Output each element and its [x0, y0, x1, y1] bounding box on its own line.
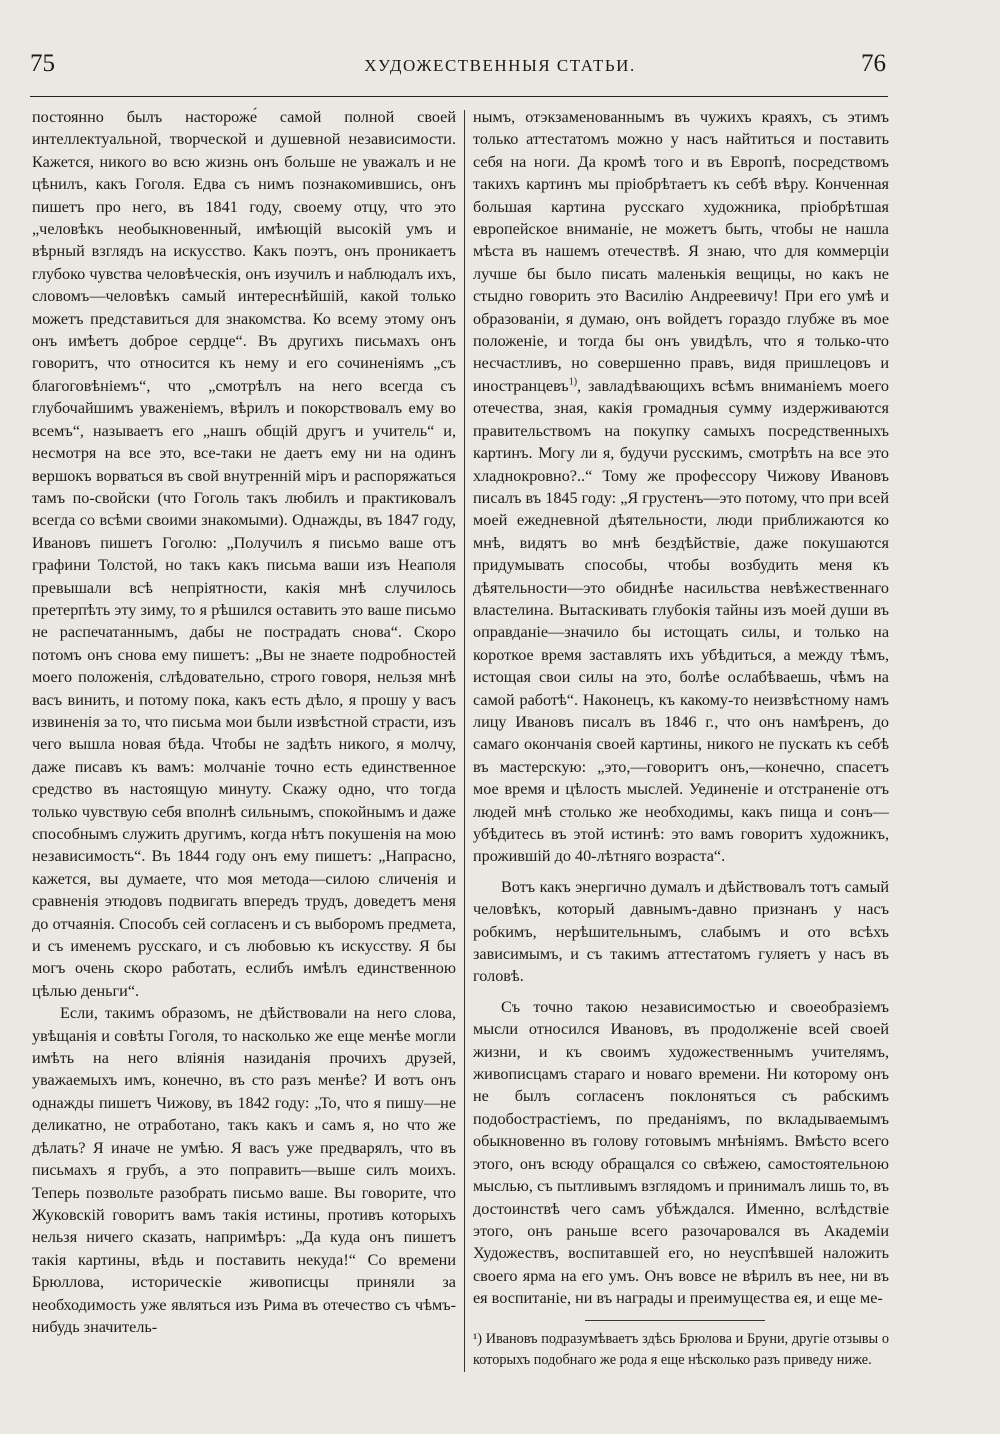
column-divider — [464, 110, 465, 1372]
left-column — [32, 106, 456, 1338]
footnote-rule — [585, 1320, 765, 1321]
footnote-marker: 1) — [568, 376, 578, 388]
running-title: ХУДОЖЕСТВЕННЫЯ СТАТЬИ. — [364, 56, 636, 75]
page-header — [0, 50, 1000, 86]
paragraph-part: нымъ, отэкзаменованнымъ въ чужихъ краяхъ, съ этимъ только аттестатомъ можно у насъ найтиться и поставить себя на ноги. Да кромѣ того и въ Европѣ, посредствомъ такихъ картинъ мы пріобрѣтаетъ къ себѣ вѣру. Конченная большая картина русскаго художника, пріобрѣтшая европейское вниманіе, не можетъ быть, чтобы не нашла мѣста въ нашемъ отечествѣ. Я знаю, что для коммерціи лучше бы было писать маленькія вещицы, но какъ не стыдно говорить это Василію Андреевичу! При его умѣ и образованіи, я думаю, онъ войдетъ гораздо глубже въ мое положеніе, и тогда бы онъ увидѣлъ, что я только-что несчастливъ, но совершенно правъ, видя пришлецовъ и иностранцевъ — [473, 108, 889, 395]
paragraph: Вотъ какъ энергично думалъ и дѣйствовалъ тотъ самый человѣкъ, который давнымъ-давно признанъ у насъ робкимъ, нерѣшительнымъ, слабымъ и ото всѣхъ зависимымъ, и съ такимъ аттестатомъ гуляетъ у насъ въ головѣ. — [473, 877, 889, 986]
page-number-left: 75 — [30, 50, 55, 77]
paragraph — [473, 106, 889, 868]
paragraph: Съ точно такою независимостью и своеобразіемъ мысли относился Ивановъ, въ продолженіе всей своей жизни, и къ своимъ художественнымъ учителямъ, живописцамъ стараго и новаго времени. Ни которому онъ не былъ согласенъ поклоняться съ рабскимъ подобострастіемъ, по преданіямъ, по вкладываемымъ обыкновенно въ голову готовымъ мнѣніямъ. Вмѣсто всего этого, онъ всюду обращался со свѣжею, самостоятельною мыслью, съ пытливымъ взглядомъ и принималъ лишь то, въ достоинствѣ чего самъ убѣждался. Именно, вслѣдствіе этого, онъ раньше всего разочаровался въ Академіи Художествъ, воспитавшей его, но неуспѣвшей наложить своего ярма на его умъ. Онъ вовсе не вѣрилъ въ нее, ни въ ея воспитаніе, ни въ награды и преимущества ея, и еще ме- — [473, 997, 889, 1308]
footnote: ¹) Ивановъ подразумѣваетъ здѣсь Брюлова и Бруни, другіе отзывы о которыхъ подобнаго же рода я еще нѣсколько разъ приведу ниже. — [473, 1330, 889, 1368]
paragraph: постоянно былъ настороже́ самой полной своей интеллектуальной, творческой и душевной независимости. Кажется, никого во всю жизнь онъ больше не уважалъ и не цѣнилъ, какъ Гоголя. Едва съ нимъ познакомившись, онъ пишетъ про него, въ 1841 году, своему отцу, что это „человѣкъ необыкновенный, имѣющій высокій умъ и вѣрный взглядъ на искусство. Какъ поэтъ, онъ проникаетъ глубоко чувства человѣческія, онъ изучилъ и наблюдалъ ихъ, словомъ—человѣкъ самый интереснѣйшій, какой только можетъ представиться для знакомства. Ко всему этому онъ онъ имѣетъ доброе сердце“. Въ другихъ письмахъ онъ говоритъ, что относится къ нему и его сочиненіямъ „съ благоговѣніемъ“, что „смотрѣлъ на него всегда съ глубочайшимъ уваженіемъ, вѣрилъ и покорствовалъ ему во всемъ“, называетъ его „нашъ общій другъ и учитель“ и, несмотря на все это, все-таки не даетъ ему ни на одинъ вершокъ ворваться въ свой внутренній міръ и распоряжаться тамъ по-свойски (что Гоголь такъ любилъ и практиковалъ всегда со всѣми своими знакомыми). Однажды, въ 1847 году, Ивановъ пишетъ Гоголю: „Получилъ я письмо ваше отъ графини Толстой, но такъ какъ письма ваши изъ Неаполя превышали всѣ непріятности, какія мнѣ случилось претерпѣть эту зиму, то я рѣшился оставить это ваше письмо не распечатаннымъ, дабы не пострадать снова“. Скоро потомъ онъ снова ему пишетъ: „Вы не знаете подробностей моего положенія, слѣдовательно, строго говоря, нельзя мнѣ васъ винить, и потому пока, какъ есть дѣло, я прошу у васъ извиненія за то, что письма мои были извѣстной страсти, изъ чего вышла новая бѣда. Чтобы не задѣть никого, я молчу, даже писавъ къ вамъ: молчаніе точно есть единственное средство въ настоящую минуту. Скажу одно, что тогда только чувствую себя вполнѣ сильнымъ, спокойнымъ и даже способнымъ служить другимъ, когда нѣтъ покушенія на мою независимость“. Въ 1844 году онъ ему пишетъ: „Напрасно, кажется, вы думаете, что моя метода—силою сличенія и сравненія этюдовъ подвигать впередъ трудъ, доведетъ меня до отчаянія. Способъ сей согласенъ и съ выборомъ предмета, и съ именемъ русскаго, и съ любовью къ искусству. Я бы могъ очень скоро работать, еслибъ имѣлъ единственною цѣлью деньги“. — [32, 108, 456, 1000]
paragraph: Если, такимъ образомъ, не дѣйствовали на него слова, увѣщанія и совѣты Гоголя, то насколько же еще менѣе могли имѣть на него вліянія назиданія прочихъ друзей, уважаемыхъ имъ, конечно, въ сто разъ менѣе? И вотъ онъ однажды пишетъ Чижову, въ 1842 году: „То, что я пишу—не деликатно, не отработано, такъ какъ и самъ я, но что же дѣлать? Я иначе не умѣю. Я васъ уже предварялъ, что въ письмахъ я грубъ, а это поправить—выше силъ моихъ. Теперь позвольте разобрать письмо ваше. Вы говорите, что Жуковскій говоритъ вамъ такія истины, противъ которыхъ нельзя ничего сказать, напримѣръ: „Да куда онъ пишетъ такія картины, вѣдь и поставить некуда!“ Со времени Брюллова, историческіе живописцы приняли за необходимость уже являться изъ Рима въ отечество съ чѣмъ-нибудь значитель- — [32, 1004, 456, 1336]
header-rule — [30, 96, 888, 97]
right-column — [473, 106, 889, 1371]
paragraph-part: , завладѣвающихъ всѣмъ вниманіемъ моего отечества, зная, какія громадныя сумму издерживаются правительствомъ на покупку самыхъ посредственныхъ картинъ. Могу ли я, будучи русскимъ, смотрѣть на все это хладнокровно?..“ Тому же профессору Чижову Ивановъ писалъ въ 1845 году: „Я грустенъ—это потому, что при всей моей ежедневной дѣятельности, люди приближаются ко мнѣ, видятъ во мнѣ бездѣйствіе, даже покушаются придумывать способы, чтобы возбудить меня къ дѣятельности—это обиднѣе насильства невѣжественнаго властелина. Вытаскивать глубокія тайны изъ моей души въ оправданіе—значило бы истощать силы, и только на короткое время заставлять ихъ убѣдиться, а между тѣмъ, истощая свои силы на это, болѣе ослабѣваешь, чѣмъ на самой работѣ“. Наконецъ, къ какому-то неизвѣстному намъ лицу Ивановъ писалъ въ 1846 г., что онъ намѣренъ, до самаго окончанія своей картины, никого не пускать къ себѣ въ мастерскую: „это,—говоритъ онъ,—конечно, спасетъ мое время и цѣлость мыслей. Уединеніе и отстраненіе отъ людей мнѣ столько же необходимы, какъ пища и сонъ—убѣдитесь въ этой истинѣ: это вамъ говоритъ художникъ, прожившій до 40-лѣтняго возраста“. — [473, 376, 889, 866]
page-number-right: 76 — [861, 50, 886, 77]
